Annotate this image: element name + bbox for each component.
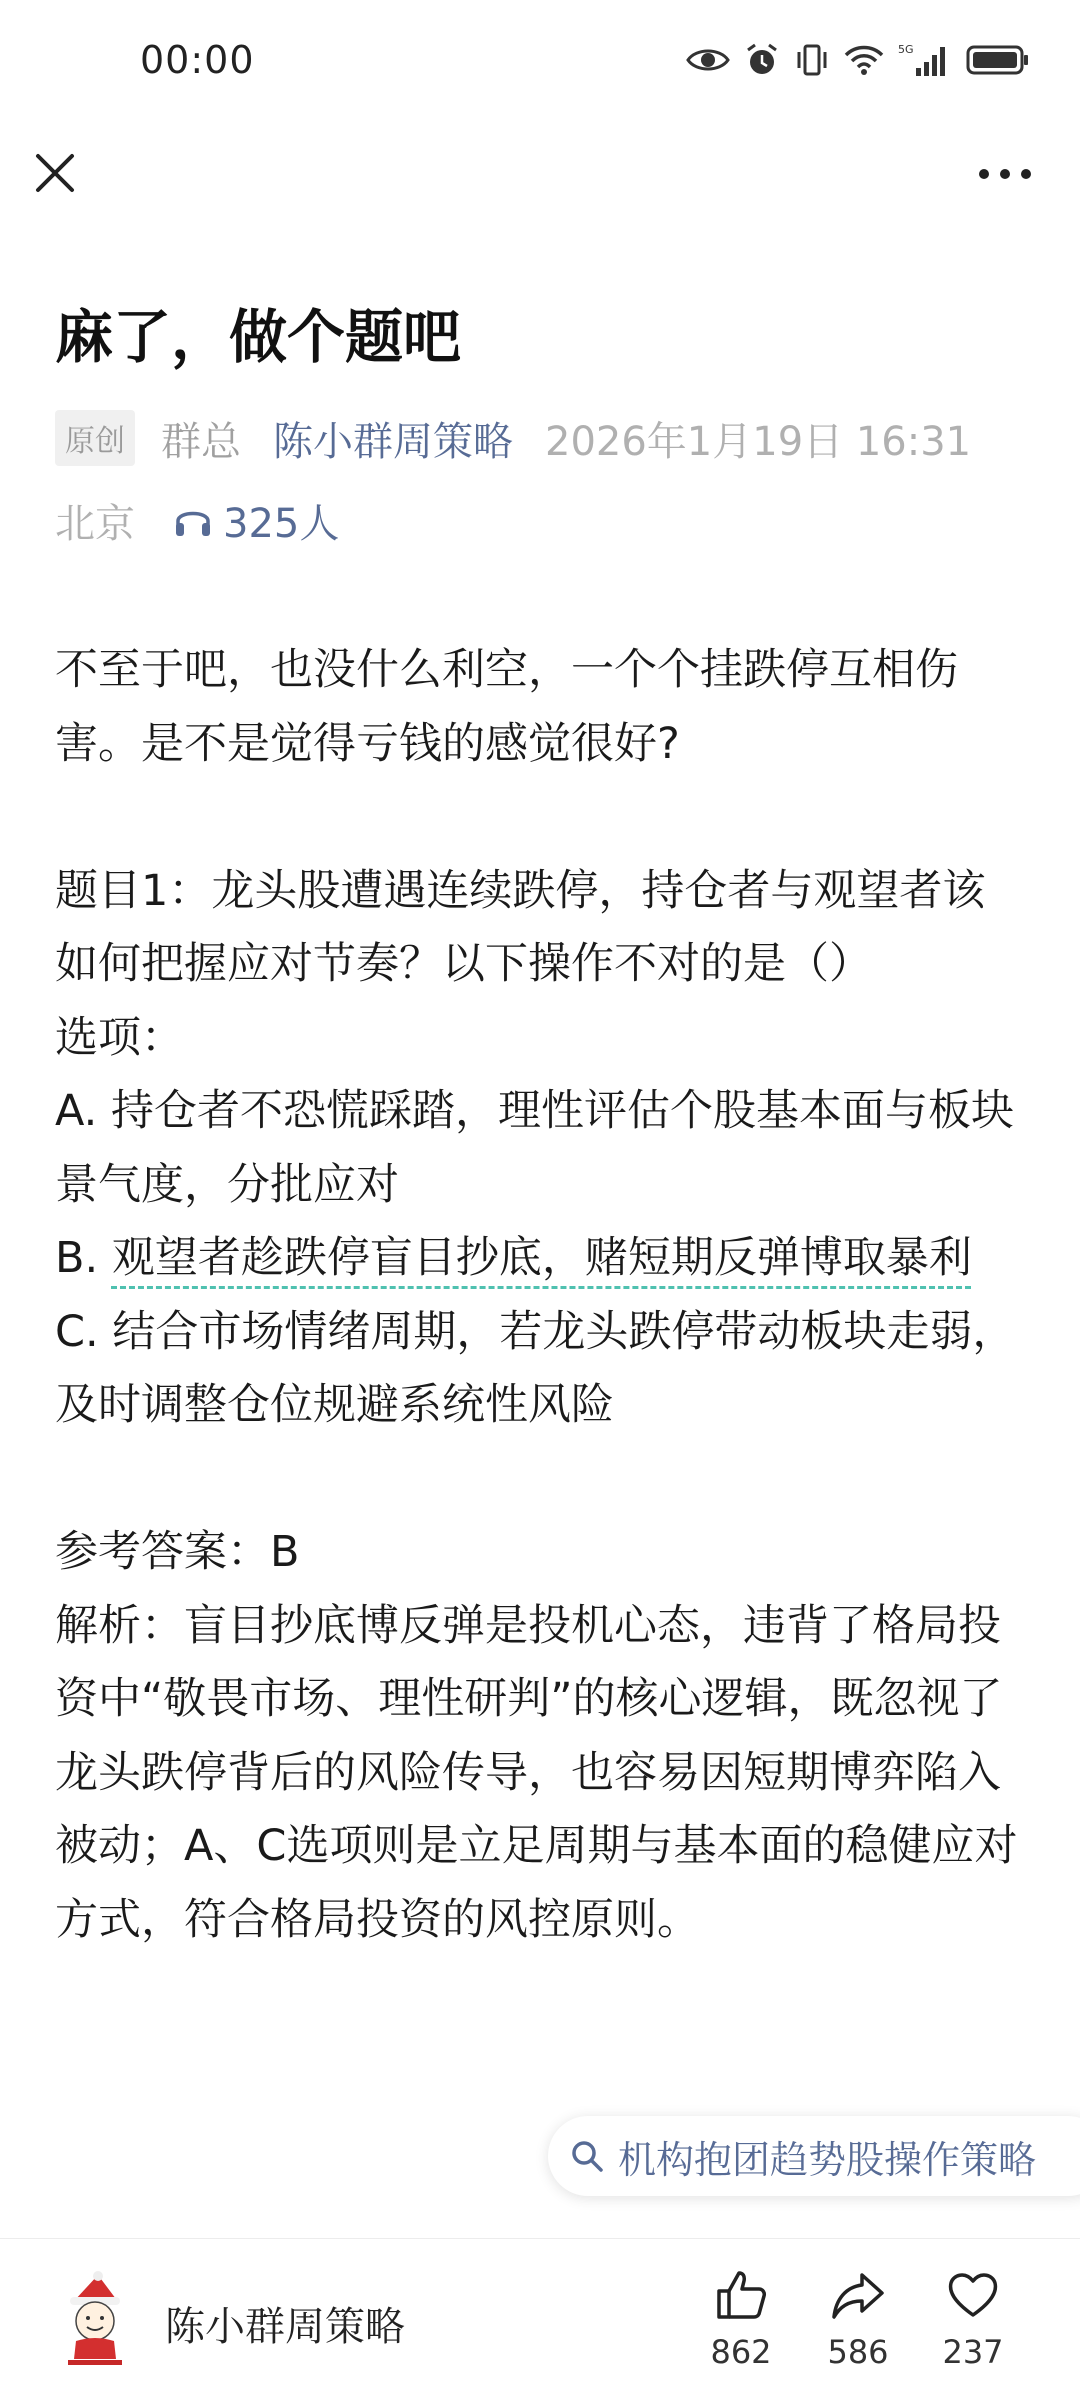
close-icon[interactable] — [30, 148, 80, 198]
author-name: 群总 — [161, 418, 241, 465]
paragraph-answer: 参考答案：B — [55, 1527, 300, 1577]
article-meta — [55, 410, 971, 466]
share-count: 586 — [827, 2333, 889, 2371]
status-bar — [0, 0, 1080, 132]
option-b — [55, 1222, 1025, 1296]
heart-icon[interactable] — [945, 2267, 1001, 2323]
status-icons — [686, 42, 1030, 78]
like-count: 862 — [710, 2333, 772, 2371]
account-avatar[interactable] — [58, 2271, 132, 2367]
bottom-bar — [0, 2238, 1080, 2401]
close-button[interactable] — [30, 148, 80, 198]
vibrate-icon — [794, 42, 830, 78]
paragraph-gap — [55, 781, 1025, 855]
paragraph-question: 题目1：龙头股遭遇连续跌停，持仓者与观望者该如何把握应对节奏？以下操作不对的是（） — [55, 865, 986, 989]
paragraph-analysis: 解析：盲目抄底博反弹是投机心态，违背了格局投资中“敬畏市场、理性研判”的核心逻辑，既忽视了龙头跌停背后的风险传导，也容易因短期博弈陷入被动；A、C选项则是立足周期与基本面的稳健应对方式，符合格局投资的风控原则。 — [55, 1600, 1018, 1945]
option-c: C. 结合市场情绪周期，若龙头跌停带动板块走弱，及时调整仓位规避系统性风险 — [55, 1306, 1016, 1430]
wifi-icon — [844, 43, 884, 77]
favorite-count: 237 — [942, 2333, 1004, 2371]
search-suggestion-chip[interactable] — [548, 2116, 1080, 2196]
battery-icon — [966, 43, 1030, 77]
listener-count: 325人 — [223, 500, 340, 547]
network-label: 5G — [898, 43, 914, 56]
like-button[interactable] — [691, 2267, 791, 2371]
article-body — [55, 634, 1025, 1957]
article-title: 麻了，做个题吧 — [55, 303, 462, 371]
favorite-button[interactable] — [923, 2267, 1023, 2371]
original-badge: 原创 — [55, 410, 135, 466]
option-a: A. 持仓者不恐慌踩踏，理性评估个股基本面与板块景气度，分批应对 — [55, 1086, 1014, 1210]
more-icon[interactable] — [970, 154, 1040, 194]
publish-date: 2026年1月19日 16:31 — [545, 418, 972, 465]
share-icon[interactable] — [830, 2267, 886, 2323]
search-icon — [570, 2139, 604, 2173]
status-time: 00:00 — [140, 38, 255, 82]
option-b-link[interactable]: 观望者趁跌停盲目抄底，赌短期反弹博取暴利 — [111, 1233, 972, 1283]
signal-5g-icon — [898, 42, 952, 78]
headphones-icon — [173, 501, 213, 539]
listen-button[interactable] — [173, 492, 339, 549]
bottom-account-name[interactable]: 陈小群周策略 — [165, 2304, 405, 2350]
search-suggestion-text: 机构抱团趋势股操作策略 — [618, 2137, 1037, 2182]
paragraph-intro: 不至于吧，也没什么利空，一个个挂跌停互相伤害。是不是觉得亏钱的感觉很好? — [55, 645, 958, 769]
share-button[interactable] — [808, 2267, 908, 2371]
account-link[interactable]: 陈小群周策略 — [273, 418, 513, 465]
alarm-icon — [744, 42, 780, 78]
thumbs-up-icon[interactable] — [713, 2267, 769, 2323]
article-meta-secondary — [55, 492, 339, 548]
more-button[interactable] — [970, 154, 1040, 194]
option-b-prefix: B. — [55, 1233, 112, 1283]
paragraph-options-label: 选项： — [55, 1012, 184, 1063]
eye-icon — [686, 45, 730, 75]
publish-location: 北京 — [55, 500, 135, 547]
paragraph-gap — [55, 1443, 1025, 1517]
top-nav — [0, 132, 1080, 212]
